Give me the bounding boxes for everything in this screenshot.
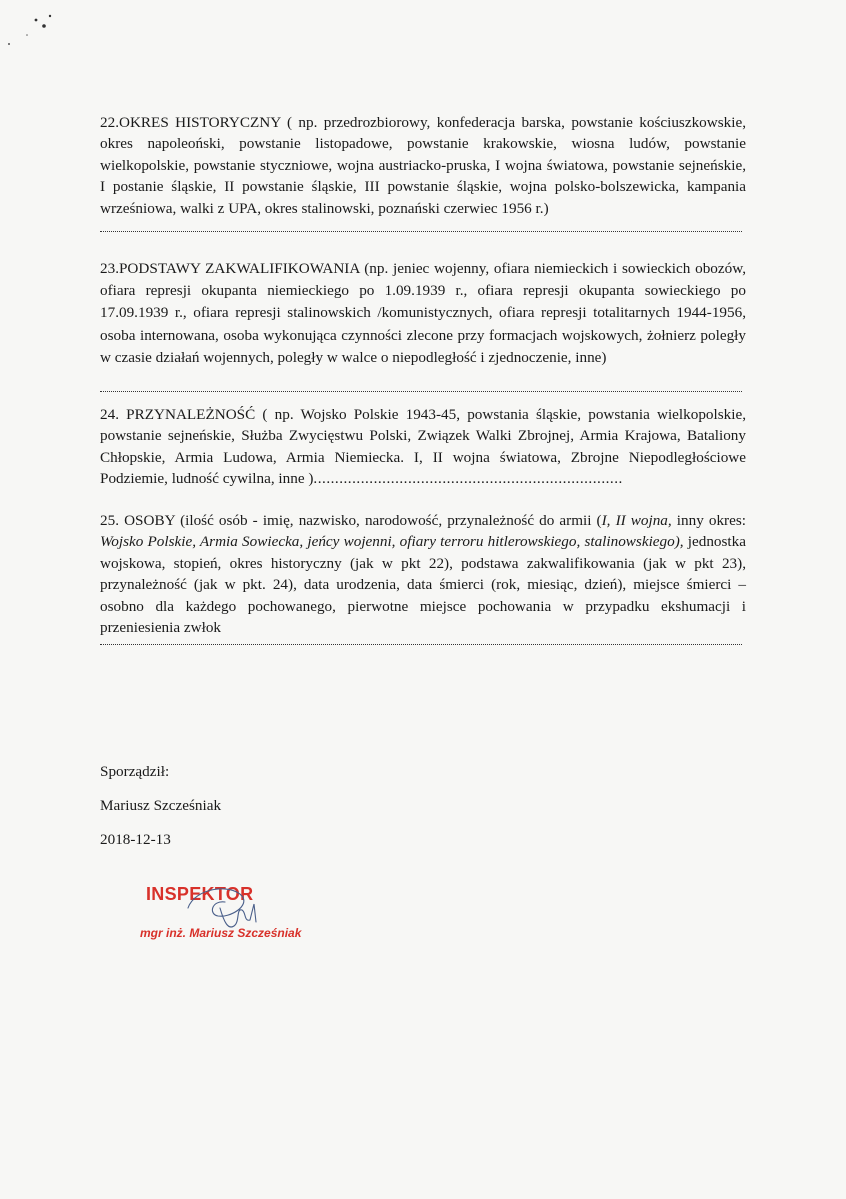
section-25-persons (100, 510, 746, 638)
section-25-text-b: inny okres: (671, 512, 746, 529)
section-25-text-a: 25. OSOBY (ilość osób - imię, nazwisko, narodowość, przynależność do armii ( (100, 512, 602, 529)
section-24-affiliation (100, 404, 746, 490)
prepared-by-label: Sporządził: (100, 763, 170, 780)
stamp-title: INSPEKTOR (146, 884, 254, 904)
section-25-fill-line (100, 642, 742, 645)
section-25-text-c: jednostka wojskowa, stopień, okres historyczny (jak w pkt 22), podstawa zakwalifikowania (jak w pkt 23), przynależność (jak w pkt. 24), data urodzenia, data śmierci (rok, miesiąc, dzień), miejsce śmierci – osobno dla każdego pochowanego, pierwotne miejsce pochowania w przypadku ekshumacji i przeniesienia zwłok (100, 533, 746, 637)
document-date: 2018-12-13 (100, 831, 171, 848)
section-25-italic-a: I, II wojna, (601, 512, 672, 529)
section-24-paragraph (100, 404, 746, 490)
section-25-paragraph (100, 510, 746, 638)
section-25-italic-b: Wojsko Polskie, Armia Sowiecka, jeńcy wojenni, ofiary terroru hitlerowskiego, stalinowskiego), (100, 533, 684, 551)
inspector-stamp (140, 878, 302, 948)
section-22-text: 22.OKRES HISTORYCZNY ( np. przedrozbiorowy, konfederacja barska, powstanie kościuszkowskie, okres napoleoński, powstanie listopadowe, powstanie krakowskie, wiosna ludów, powstanie wielkopolskie, powstanie styczniowe, wojna austriacko-pruska, I wojna światowa, powstanie sejneńskie, I postanie śląskie, II powstanie śląskie, III powstanie śląskie, wojna polsko-bolszewicka, kampania wrześniowa, walki z UPA, okres stalinowski, poznański czerwiec 1956 r.) (100, 114, 746, 217)
section-22-fill-line (100, 229, 742, 232)
section-23-fill-line (100, 389, 742, 392)
preparer-name: Mariusz Szcześniak (100, 797, 222, 814)
section-23-text: 23.PODSTAWY ZAKWALIFIKOWANIA (np. jeniec wojenny, ofiara niemieckich i sowieckich obozów, ofiara represji okupanta niemieckiego po 1.09.1939 r., ofiara represji okupanta sowieckiego po 17.09.1939 r., ofiara represji stalinowskich /komunistycznych, ofiara represji totalitarnych 1944-1956, osoba internowana, osoba wykonująca czynności zlecone przy formacjach wojskowych, żołnierz poległy w czasie działań wojennych, poległy w walce o niepodległość i zjednoczenie, inne) (100, 260, 746, 366)
section-24-text: 24. PRZYNALEŻNOŚĆ ( np. Wojsko Polskie 1943-45, powstania śląskie, powstania wielkopolskie, powstanie sejneńskie, Służba Zwycięstwu Polski, Związek Walki Zbrojnej, Armia Krajowa, Bataliony Chłopskie, Armia Ludowa, Armia Niemiecka. I, II wojna światowa, Zbrojne Niepodległościowe Podziemie, ludność cywilna, inne ) (100, 406, 746, 488)
section-22-historical-period (100, 112, 746, 219)
section-24-fill: ........................................................................ (313, 470, 623, 488)
scan-specks (0, 0, 60, 60)
stamp-name: mgr inż. Mariusz Szcześniak (140, 926, 302, 940)
section-23-qualification-basis (100, 258, 746, 369)
